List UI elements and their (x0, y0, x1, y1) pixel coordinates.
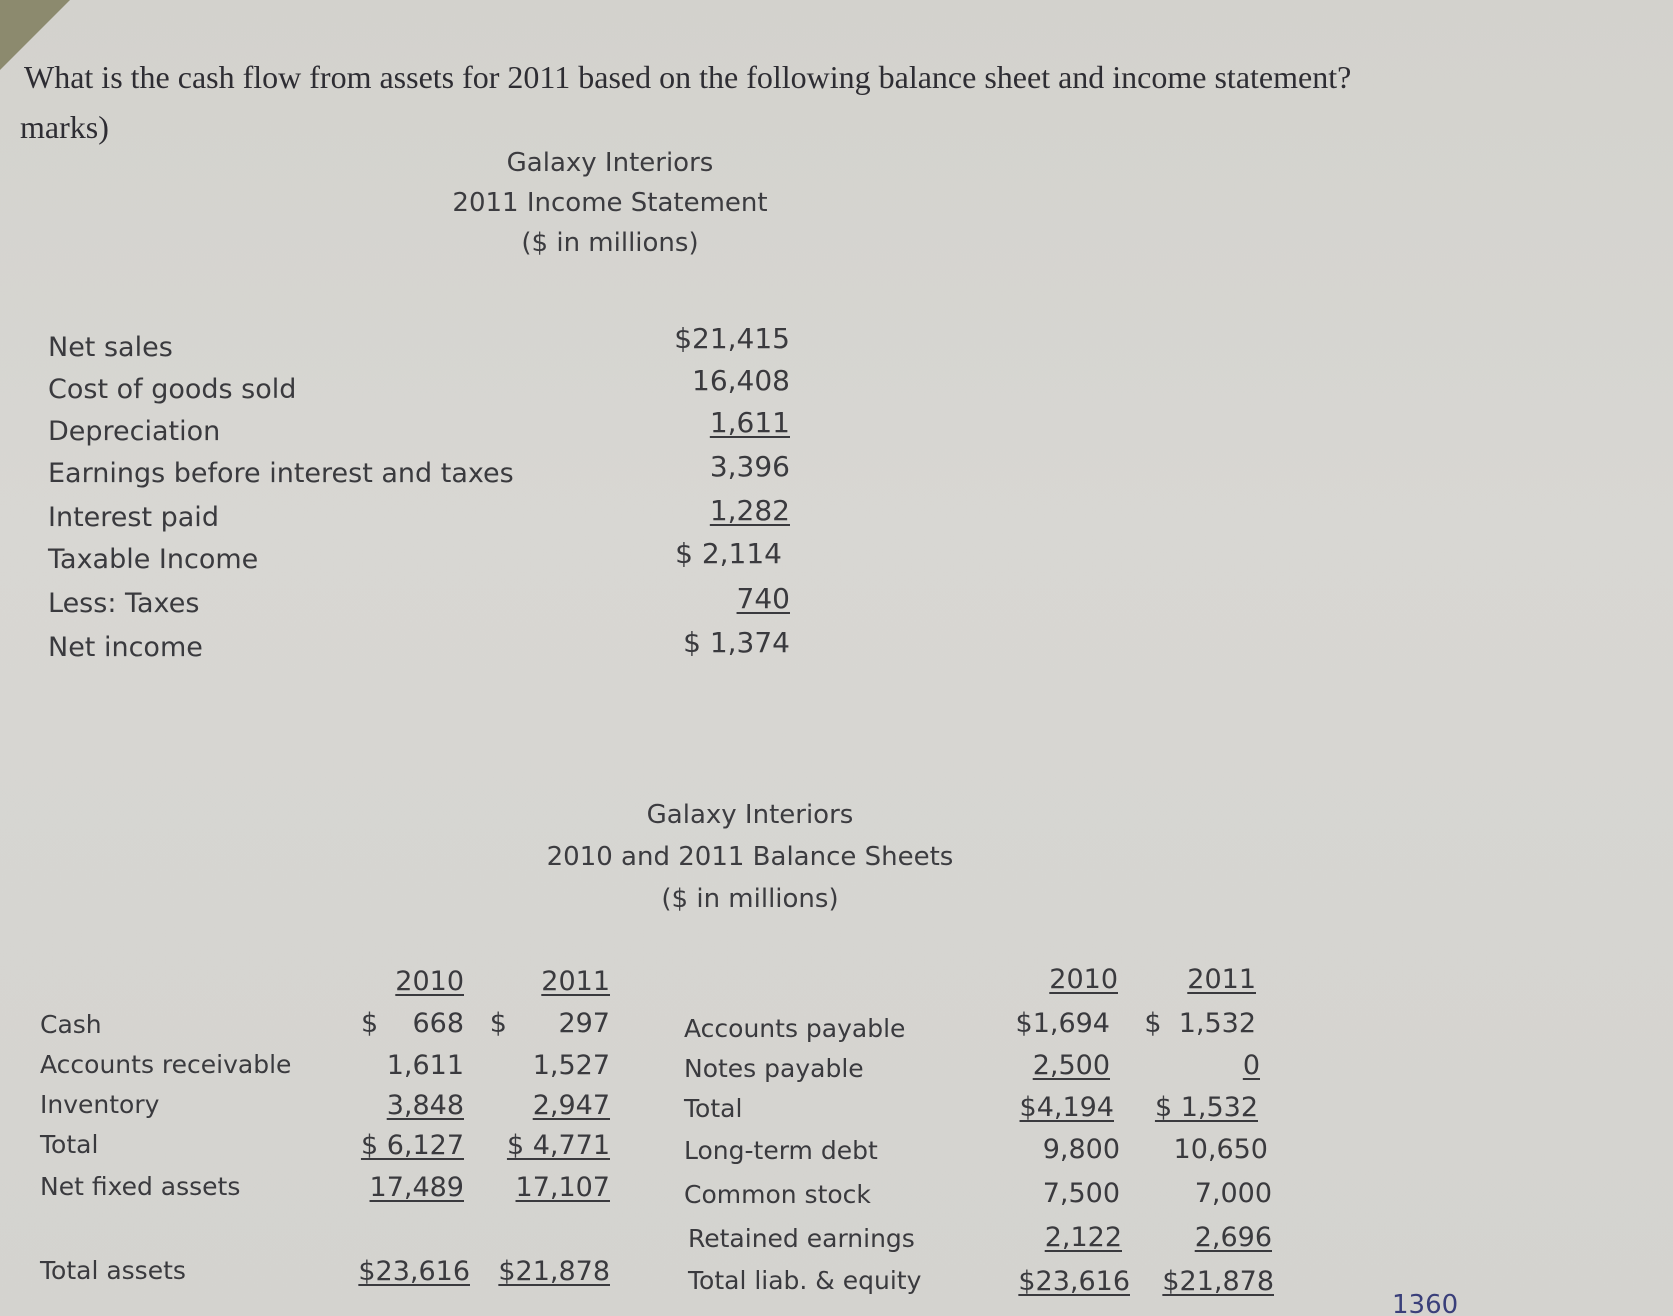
bs-cs-2010: 7,500 (1042, 1178, 1120, 1209)
balance-sheet-units: ($ in millions) (661, 884, 839, 914)
is-value-depreciation: 1,611 (709, 406, 790, 439)
bs-tle-2011: $21,878 (1162, 1266, 1274, 1297)
bs-ltd-2011: 10,650 (1173, 1134, 1268, 1165)
is-label-interest: Interest paid (48, 502, 219, 533)
bs-label-accounts-payable: Accounts payable (684, 1014, 906, 1043)
is-label-taxable-income: Taxable Income (48, 544, 259, 575)
bs-np-2010: 2,500 (1032, 1050, 1110, 1081)
bs-total-assets-2011: $21,878 (498, 1256, 610, 1287)
bs-label-notes-payable: Notes payable (684, 1054, 864, 1083)
bs-label-accounts-receivable: Accounts receivable (40, 1050, 292, 1079)
is-value-net-income: $ 1,374 (683, 626, 790, 659)
bs-label-total-assets: Total assets (40, 1256, 186, 1285)
bs-inventory-2011: 2,947 (532, 1090, 610, 1121)
bs-cash-2011: $ 297 (489, 1008, 610, 1039)
income-statement-company: Galaxy Interiors (506, 148, 714, 178)
bs-ar-2010: 1,611 (386, 1050, 464, 1081)
bs-label-common-stock: Common stock (684, 1180, 871, 1209)
bs-cs-2011: 7,000 (1194, 1178, 1272, 1209)
is-value-net-sales: $21,415 (674, 322, 790, 355)
bs-nfa-2011: 17,107 (515, 1172, 610, 1203)
bs-cl-total-2010: $4,194 (1019, 1092, 1114, 1123)
bs-label-current-total: Total (40, 1130, 99, 1159)
bs-re-2010: 2,122 (1044, 1222, 1122, 1253)
is-value-interest: 1,282 (709, 494, 790, 527)
income-statement-title: 2011 Income Statement (452, 188, 768, 218)
balance-sheet-title: 2010 and 2011 Balance Sheets (546, 842, 954, 872)
is-label-depreciation: Depreciation (48, 416, 221, 447)
bs-ap-2011: $ 1,532 (1144, 1008, 1256, 1039)
bs-cash-2010: $ 668 (360, 1008, 464, 1039)
bs-ar-2011: 1,527 (532, 1050, 610, 1081)
assets-year-2011: 2011 (541, 966, 610, 997)
is-value-taxable-income: $ 2,114 (675, 537, 782, 570)
is-label-net-sales: Net sales (48, 332, 173, 363)
bs-label-current-liab-total: Total (684, 1094, 743, 1123)
bs-label-retained-earnings: Retained earnings (688, 1224, 915, 1253)
is-value-ebit: 3,396 (709, 450, 790, 483)
bs-ltd-2010: 9,800 (1042, 1134, 1120, 1165)
bs-total-assets-2010: $23,616 (358, 1256, 470, 1287)
is-value-cogs: 16,408 (692, 364, 790, 397)
is-label-ebit: Earnings before interest and taxes (48, 458, 514, 489)
bs-current-total-2011: $ 4,771 (506, 1130, 610, 1161)
bs-re-2011: 2,696 (1194, 1222, 1272, 1253)
bs-inventory-2010: 3,848 (386, 1090, 464, 1121)
bs-label-cash: Cash (40, 1010, 102, 1039)
bs-label-net-fixed-assets: Net fixed assets (40, 1172, 241, 1201)
is-label-taxes: Less: Taxes (48, 588, 200, 619)
bs-current-total-2010: $ 6,127 (360, 1130, 464, 1161)
handwritten-note: 1360 (1392, 1290, 1459, 1316)
assets-year-2010: 2010 (395, 966, 464, 997)
bs-nfa-2010: 17,489 (369, 1172, 464, 1203)
bs-tle-2010: $23,616 (1018, 1266, 1130, 1297)
is-value-taxes: 740 (736, 582, 790, 615)
question-line-2: marks) (20, 109, 109, 145)
is-label-net-income: Net income (48, 632, 203, 663)
bs-label-total-liab-equity: Total liab. & equity (688, 1266, 922, 1295)
bs-label-long-term-debt: Long-term debt (684, 1136, 878, 1165)
liab-year-2011: 2011 (1187, 964, 1256, 995)
bs-cl-total-2011: $ 1,532 (1154, 1092, 1258, 1123)
liab-year-2010: 2010 (1049, 964, 1118, 995)
balance-sheet-company: Galaxy Interiors (646, 800, 854, 830)
question-text (20, 52, 1352, 152)
bs-np-2011: 0 (1242, 1050, 1260, 1081)
income-statement-units: ($ in millions) (521, 228, 699, 258)
bs-ap-2010: $1,694 (1015, 1008, 1110, 1039)
question-line-1: What is the cash flow from assets for 2011 based on the following balance sheet and income statement? (24, 59, 1352, 95)
is-label-cogs: Cost of goods sold (48, 374, 297, 405)
bs-label-inventory: Inventory (40, 1090, 160, 1119)
